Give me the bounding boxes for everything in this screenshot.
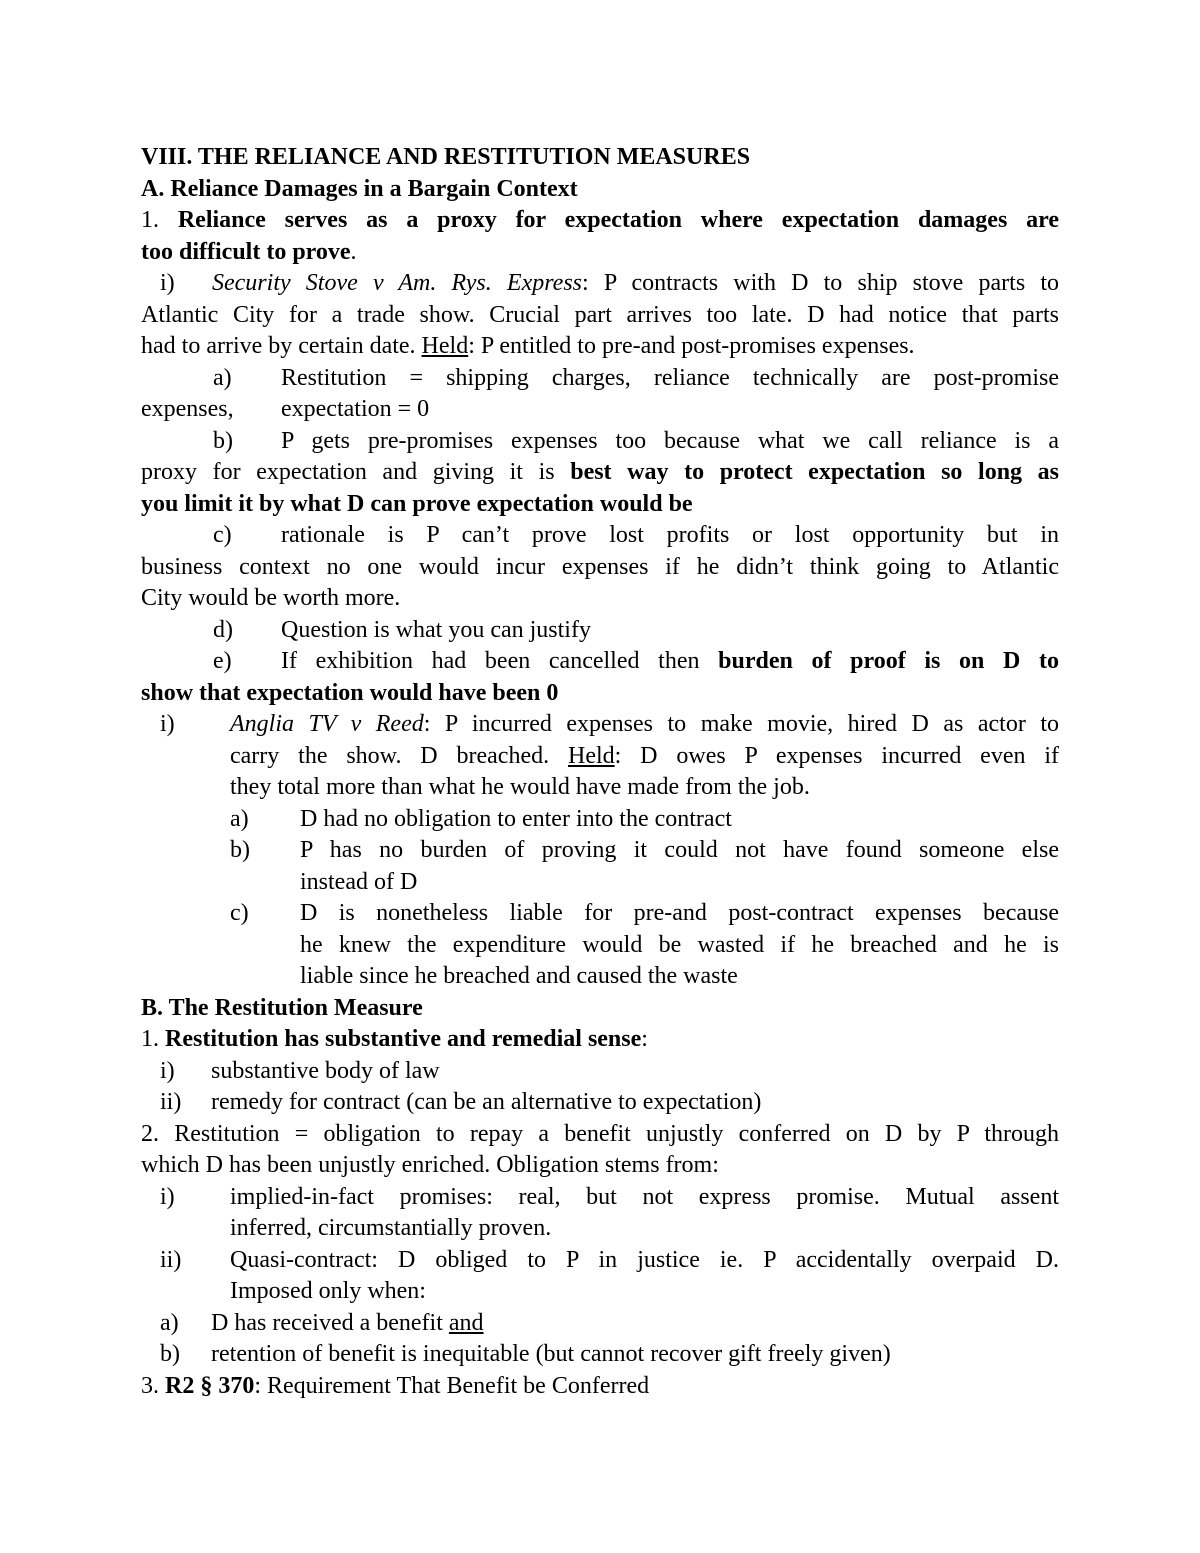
sub-item-b-cont: instead of D: [300, 868, 418, 895]
sub-item-text: proxy for expectation and giving it is: [141, 459, 555, 485]
sub-item-c-cont: business context no one would incur expenses if he didn’t think going to Atlantic: [141, 553, 1059, 580]
section-b-point-2-i-cont: inferred, circumstantially proven.: [230, 1215, 552, 1241]
list-marker: a): [213, 364, 232, 391]
list-marker: i): [160, 1183, 175, 1210]
sub-item-text: D had no obligation to enter into the contract: [300, 805, 732, 832]
section-a-heading: A. Reliance Damages in a Bargain Context: [141, 175, 578, 202]
list-marker: ii): [160, 1246, 182, 1273]
list-marker: c): [213, 522, 232, 548]
list-marker: b): [160, 1341, 180, 1367]
section-b-point-2-ii: [141, 1245, 1059, 1277]
case-text-line: [141, 741, 1059, 773]
sub-item-b-cont: [141, 457, 1059, 489]
list-text: : Requirement That Benefit be Conferred: [254, 1372, 650, 1399]
bold-text: Restitution has substantive and remedial sense: [165, 1026, 642, 1052]
case-text-line: [141, 331, 1059, 363]
punctuation: .: [350, 238, 357, 265]
bold-text: Reliance serves as a proxy for expectation where expectation damages are: [177, 207, 1059, 233]
sub-item-c-cont: he knew the expenditure would be wasted if he breached and he is: [300, 931, 1059, 958]
bold-text: R2 § 370: [165, 1372, 255, 1399]
sub-item-a-cont: [141, 394, 1059, 426]
held-label: Held: [567, 742, 615, 769]
sub-item-text: rationale is P can’t prove lost profits or lost opportunity but in: [281, 522, 1059, 548]
list-marker: c): [230, 900, 249, 926]
case-text: : P entitled to pre-and post-promises expenses.: [468, 333, 915, 359]
case-security-stove: [141, 268, 1059, 300]
section-b-point-2-i: [141, 1182, 1059, 1214]
sub-item-c: [141, 520, 1059, 552]
list-marker: d): [213, 616, 233, 643]
sub-item-e-bold: show that expectation would have been 0: [141, 679, 559, 706]
bold-text: burden of proof is on D to: [718, 648, 1059, 674]
list-marker: i): [160, 1057, 175, 1084]
list-text: retention of benefit is inequitable (but cannot recover gift freely given): [211, 1341, 891, 1367]
list-marker: ii): [160, 1089, 182, 1115]
section-b-point-2: 2. Restitution = obligation to repay a benefit unjustly conferred on D by P through: [141, 1120, 1059, 1147]
underlined-and: and: [448, 1309, 484, 1336]
section-b-point-3: [141, 1371, 1059, 1403]
section-b-point-1-ii: [141, 1087, 1059, 1119]
bold-text: best way to protect expectation so long as: [570, 459, 1060, 485]
sub-item-c: [141, 898, 1059, 930]
list-marker: e): [213, 648, 232, 674]
list-number: 3.: [141, 1372, 159, 1399]
list-marker: i): [160, 711, 175, 737]
sub-item-e: [141, 646, 1059, 678]
sub-item-b-bold: you limit it by what D can prove expectation would be: [141, 490, 693, 517]
sub-item-b: [141, 426, 1059, 458]
bold-text: too difficult to prove: [141, 238, 351, 265]
list-text: implied-in-fact promises: real, but not express promise. Mutual assent: [230, 1183, 1059, 1210]
case-text: had to arrive by certain date.: [141, 333, 416, 359]
sub-item-a: [141, 804, 1059, 836]
list-text: Quasi-contract: D obliged to P in justice ie. P accidentally overpaid D.: [230, 1246, 1059, 1273]
list-text: substantive body of law: [211, 1057, 440, 1084]
case-text: : D owes P expenses incurred even if: [614, 742, 1060, 769]
list-marker: a): [160, 1309, 179, 1336]
punctuation: :: [641, 1026, 648, 1052]
sub-item-text: Restitution = shipping charges, reliance technically are post-promise: [281, 364, 1059, 391]
section-b-point-2-b: [141, 1339, 1059, 1371]
sub-item-c-cont: City would be worth more.: [141, 585, 401, 611]
case-text: carry the show. D breached.: [230, 742, 550, 769]
list-number: 1.: [141, 207, 159, 233]
sub-item-b: [141, 835, 1059, 867]
list-marker: b): [213, 427, 233, 454]
sub-item-text: Question is what you can justify: [281, 616, 591, 643]
list-number: 1.: [141, 1026, 159, 1052]
case-text-line: Atlantic City for a trade show. Crucial part arrives too late. D had notice that parts: [141, 301, 1059, 328]
section-b-point-1-i: [141, 1056, 1059, 1088]
case-name: Anglia TV v Reed: [230, 711, 424, 737]
case-text: : P incurred expenses to make movie, hired D as actor to: [423, 711, 1059, 737]
sub-item-text: If exhibition had been cancelled then: [281, 648, 700, 674]
case-text-line: they total more than what he would have made from the job.: [230, 774, 810, 800]
sub-item-text: P has no burden of proving it could not have found someone else: [300, 837, 1059, 863]
held-label: Held: [421, 333, 469, 359]
sub-item-a: [141, 363, 1059, 395]
section-b-point-2-ii-cont: Imposed only when:: [230, 1278, 426, 1304]
section-b-point-1: [141, 1024, 1059, 1056]
section-a-point-1-cont: [141, 237, 1059, 269]
case-anglia-tv: [141, 709, 1059, 741]
list-marker: a): [230, 805, 249, 832]
section-b-heading: B. The Restitution Measure: [141, 994, 423, 1021]
section-b-point-2-a: [141, 1308, 1059, 1340]
section-b-point-2-cont: which D has been unjustly enriched. Obligation stems from:: [141, 1152, 719, 1178]
section-a-point-1: [141, 205, 1059, 237]
case-name: Security Stove v Am. Rys. Express: [212, 270, 583, 296]
case-text: : P contracts with D to ship stove parts to: [582, 270, 1059, 296]
sub-item-text: expenses,: [141, 396, 234, 422]
sub-item-text: P gets pre-promises expenses too because what we call reliance is a: [281, 427, 1059, 454]
list-marker: b): [230, 837, 250, 863]
list-text: remedy for contract (can be an alternative to expectation): [211, 1089, 762, 1115]
document-title: VIII. THE RELIANCE AND RESTITUTION MEASURES: [141, 144, 751, 170]
sub-item-c-cont: liable since he breached and caused the waste: [300, 963, 738, 989]
document-body: [141, 142, 1059, 1402]
sub-item-text: expectation = 0: [281, 396, 430, 422]
list-marker: i): [160, 270, 175, 296]
list-text: D has received a benefit: [211, 1309, 443, 1336]
sub-item-text: D is nonetheless liable for pre-and post-contract expenses because: [300, 900, 1059, 926]
sub-item-d: [141, 615, 1059, 647]
